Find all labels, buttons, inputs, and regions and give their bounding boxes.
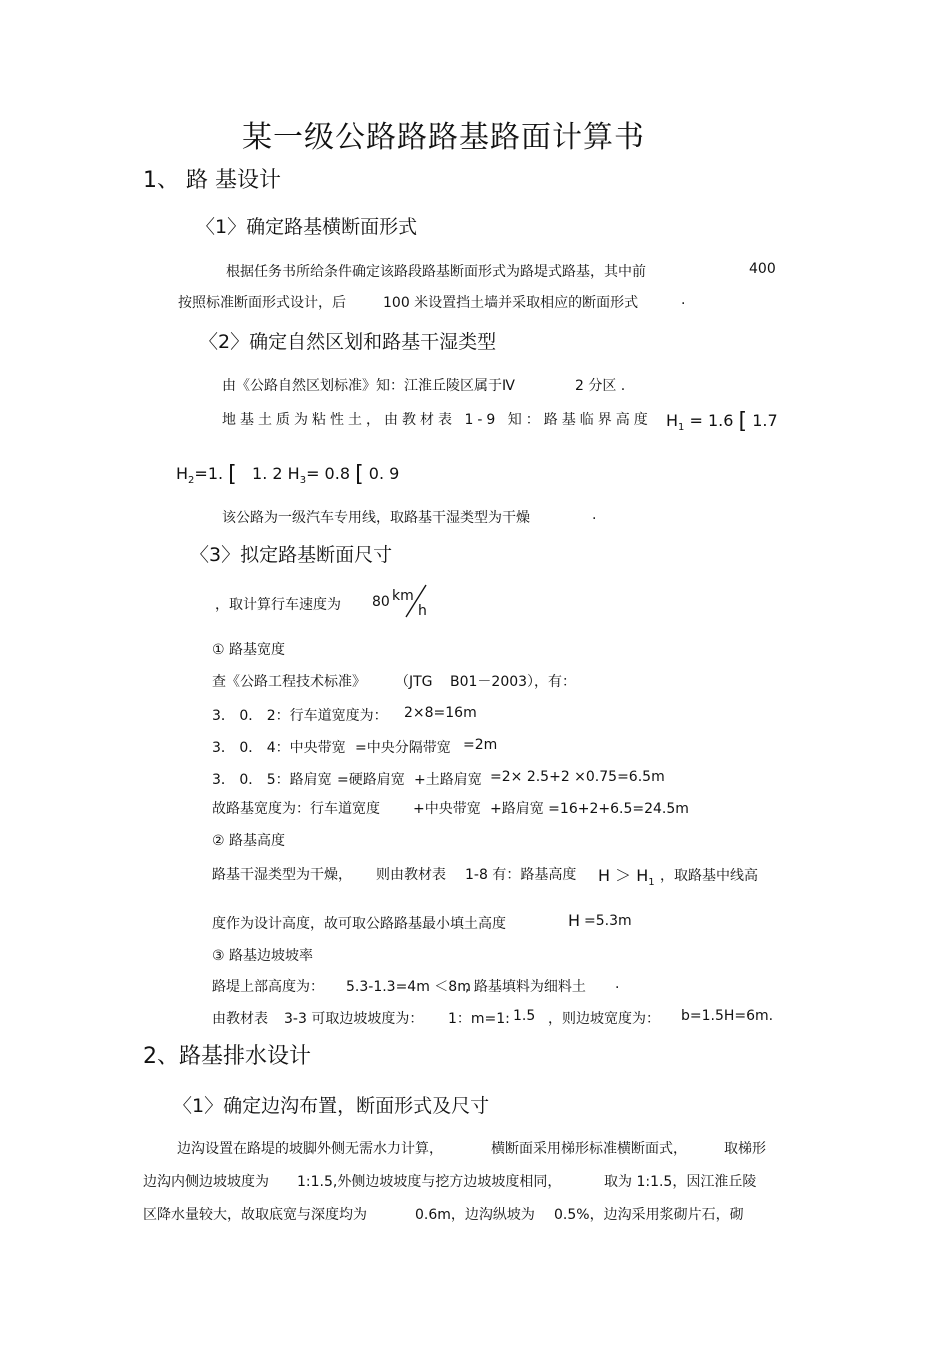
subsection-1-3-heading: 〈3〉拟定路基断面尺寸 <box>190 544 393 566</box>
subsection-2-1-heading: 〈1〉确定边沟布置，断面形式及尺寸 <box>173 1095 490 1117</box>
paragraph-line: 1-8 有：路基高度 <box>465 867 577 883</box>
paragraph-line: 取梯形 <box>724 1141 766 1157</box>
paragraph-line: 100 米设置挡土墙并采取相应的断面形式 <box>383 295 639 311</box>
paragraph-line: +中央带宽 <box>413 801 481 817</box>
formula-h: H <box>568 911 581 930</box>
paragraph-line: 区降水量较大，故取底宽与深度均为 <box>143 1207 367 1223</box>
section-1-heading: 1、 路 基设计 <box>143 168 281 193</box>
paragraph-line: 2 分区 . <box>575 378 626 394</box>
paragraph-line: B01－2003），有： <box>450 674 577 690</box>
paragraph-line: 0.6m，边沟纵坡为 <box>415 1207 535 1223</box>
paragraph-line: . <box>615 976 620 992</box>
paragraph-line: =中央分隔带宽 <box>355 740 451 756</box>
paragraph-line: 由《公路自然区划标准》知：江淮丘陵区属于Ⅳ <box>222 378 515 394</box>
paragraph-line: 3． 0． 4：中央带宽 <box>212 740 346 756</box>
paragraph-line: 路基干湿类型为干燥， <box>212 867 352 883</box>
paragraph-line: 度作为设计高度，故可取公路路基最小填土高度 <box>212 916 506 932</box>
paragraph-line: 横断面采用梯形标准横断面式， <box>491 1141 687 1157</box>
paragraph-line: 路堤上部高度为： <box>212 979 324 995</box>
section-2-heading: 2、路基排水设计 <box>143 1044 311 1069</box>
paragraph-line: 1.5 <box>513 1008 536 1024</box>
paragraph-line: , 路基填料为细料土 <box>465 979 586 995</box>
paragraph-line: +土路肩宽 <box>414 772 482 788</box>
paragraph-line: . <box>681 292 686 308</box>
paragraph-line: （JTG <box>395 674 433 690</box>
paragraph-line: 该公路为一级汽车专用线，取路基干湿类型为干燥 <box>222 510 530 526</box>
paragraph-line: . <box>592 507 597 523</box>
paragraph-line: 边沟内侧边坡坡度为 <box>143 1174 269 1190</box>
paragraph-line: +路肩宽 =16+2+6.5=24.5m <box>490 801 689 817</box>
paragraph-line: 3． 0． 2：行车道宽度为： <box>212 708 388 724</box>
paragraph-line: b=1.5H=6m. <box>681 1008 774 1024</box>
unit-km: km <box>392 588 414 604</box>
subsection-1-1-heading: 〈1〉确定路基横断面形式 <box>196 216 418 238</box>
paragraph-line: =2m <box>463 737 498 753</box>
paragraph-line: 5.3-1.3=4m ＜8m <box>346 979 471 995</box>
list-item-title: ② 路基高度 <box>212 833 286 849</box>
paragraph-line: 故路基宽度为：行车道宽度 <box>212 801 380 817</box>
paragraph-line: 根据任务书所给条件确定该路段路基断面形式为路堤式路基，其中前 <box>226 264 646 280</box>
paragraph-line: 由教材表 <box>212 1011 268 1027</box>
paragraph-line: ，取计算行车速度为 <box>215 597 341 613</box>
paragraph-line: 1：m=1: <box>448 1011 510 1027</box>
paragraph-line: 边沟设置在路堤的坡脚外侧无需水力计算， <box>177 1141 443 1157</box>
list-item-title: ③ 路基边坡坡率 <box>212 948 314 964</box>
paragraph-line: 则由教材表 <box>376 867 446 883</box>
paragraph-line: =5.3m <box>584 913 632 929</box>
formula-h-gt-h1: $H > H_1$ <box>598 866 655 888</box>
document-title: 某一级公路路路基路面计算书 <box>242 120 645 155</box>
unit-h: h <box>418 603 427 619</box>
paragraph-line: 3-3 可取边坡坡度为： <box>284 1011 424 1027</box>
paragraph-line: 按照标准断面形式设计，后 <box>178 295 346 311</box>
paragraph-line: ，取路基中线高 <box>660 868 758 884</box>
paragraph-line: =2× 2.5+2 ×0.75=6.5m <box>490 769 665 785</box>
paragraph-line: ，则边坡宽度为： <box>548 1011 660 1027</box>
formula-h2-h3: $H_2=1$. [ 1. 2 $H_3= 0.8$ [ 0. 9 <box>176 462 400 487</box>
paragraph-line: 2×8=16m <box>404 705 477 721</box>
paragraph-line: 地基土质为粘性土，由教材表 1-9 知：路基临界高度 <box>222 412 652 428</box>
speed-value: 80 <box>372 594 390 610</box>
paragraph-line: 0.5%，边沟采用浆砌片石，砌 <box>554 1207 744 1223</box>
paragraph-line: 1:1.5,外侧边坡坡度与挖方边坡坡度相同， <box>297 1174 562 1190</box>
paragraph-line: 取为 1:1.5，因江淮丘陵 <box>604 1174 757 1190</box>
formula-h1: $H_1 = 1.6$ [ 1.7 <box>666 409 778 434</box>
paragraph-line: =硬路肩宽 <box>337 772 405 788</box>
paragraph-line: 查《公路工程技术标准》 <box>212 674 366 690</box>
subsection-1-2-heading: 〈2〉确定自然区划和路基干湿类型 <box>199 331 497 353</box>
paragraph-line: 3． 0． 5：路肩宽 <box>212 772 332 788</box>
paragraph-line: 400 <box>749 261 776 277</box>
list-item-title: ① 路基宽度 <box>212 642 286 658</box>
